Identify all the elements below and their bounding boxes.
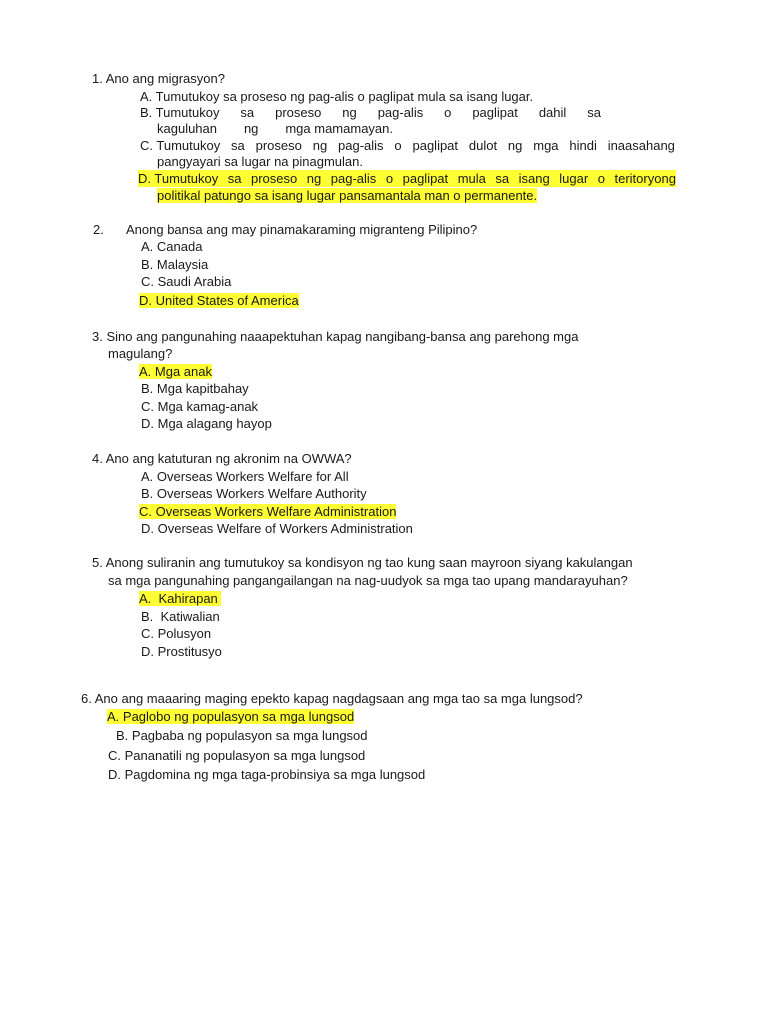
question-2-number: 2. [93, 222, 104, 237]
q6-choice-d: D. Pagdomina ng mga taga-probinsiya sa mga lungsod [108, 767, 426, 782]
q5-choice-c: C. Polusyon [141, 626, 212, 641]
q5-choice-a-highlighted: A. Kahirapan [139, 591, 222, 606]
question-3-line1: 3. Sino ang pangunahing naaapektuhan kapag nangibang-bansa ang parehong mga [92, 329, 579, 344]
q2-choice-c: C. Saudi Arabia [141, 274, 232, 289]
q3-choice-a-highlighted: A. Mga anak [139, 364, 212, 379]
q1-choice-c-line1: C. Tumutukoy sa proseso ng pag-alis o paglipat dulot ng mga hindi inaasahang [140, 138, 675, 153]
q1-choice-a: A. Tumutukoy sa proseso ng pag-alis o paglipat mula sa isang lugar. [140, 89, 534, 104]
question-4: 4. Ano ang katuturan ng akronim na OWWA? [92, 451, 352, 466]
q1-choice-d-line1-highlighted: D. Tumutukoy sa proseso ng pag-alis o paglipat mula sa isang lugar o teritoryong [138, 171, 676, 186]
q4-choice-c-highlighted: C. Overseas Workers Welfare Administration [139, 504, 397, 519]
question-5-line1: 5. Anong suliranin ang tumutukoy sa kondisyon ng tao kung saan mayroon siyang kakulangan [92, 555, 633, 570]
q5-choice-d: D. Prostitusyo [141, 644, 222, 659]
q1-choice-d-line2 [157, 187, 537, 204]
q1-choice-c-line2: pangyayari sa lugar na pinagmulan. [157, 154, 363, 169]
q3-choice-a [139, 363, 212, 380]
q3-choice-b: B. Mga kapitbahay [141, 381, 249, 396]
q2-choice-a: A. Canada [141, 239, 203, 254]
question-6: 6. Ano ang maaaring maging epekto kapag nagdagsaan ang mga tao sa mga lungsod? [81, 691, 583, 706]
q6-choice-c: C. Pananatili ng populasyon sa mga lungsod [108, 748, 366, 763]
q4-choice-c [139, 503, 396, 520]
q2-choice-d-highlighted: D. United States of America [139, 293, 299, 308]
question-5-line2: sa mga pangunahing pangangailangan na nag-uudyok sa mga tao upang mandarayuhan? [108, 573, 628, 588]
q2-choice-b: B. Malaysia [141, 257, 209, 272]
question-1: 1. Ano ang migrasyon? [92, 71, 225, 86]
q4-choice-a: A. Overseas Workers Welfare for All [141, 469, 349, 484]
q1-choice-d-line2-highlighted: politikal patungo sa isang lugar pansamantala man o permanente. [157, 188, 538, 203]
q5-choice-a [139, 590, 221, 607]
q3-choice-c: C. Mga kamag-anak [141, 399, 259, 414]
q2-choice-d [139, 292, 299, 309]
q5-choice-b: B. Katiwalian [141, 609, 220, 624]
q6-choice-b: B. Pagbaba ng populasyon sa mga lungsod [116, 728, 368, 743]
q1-choice-b-line2: kaguluhan ng mga mamamayan. [157, 121, 393, 136]
q4-choice-d: D. Overseas Welfare of Workers Administration [141, 521, 413, 536]
question-2: Anong bansa ang may pinamakaraming migranteng Pilipino? [126, 222, 478, 237]
question-3-line2: magulang? [108, 346, 173, 361]
q1-choice-b-line1: B. Tumutukoy sa proseso ng pag-alis o paglipat dahil sa [140, 105, 601, 120]
q6-choice-a [107, 708, 354, 725]
q3-choice-d: D. Mga alagang hayop [141, 416, 272, 431]
q4-choice-b: B. Overseas Workers Welfare Authority [141, 486, 367, 501]
q6-choice-a-highlighted: A. Paglobo ng populasyon sa mga lungsod [107, 709, 355, 724]
